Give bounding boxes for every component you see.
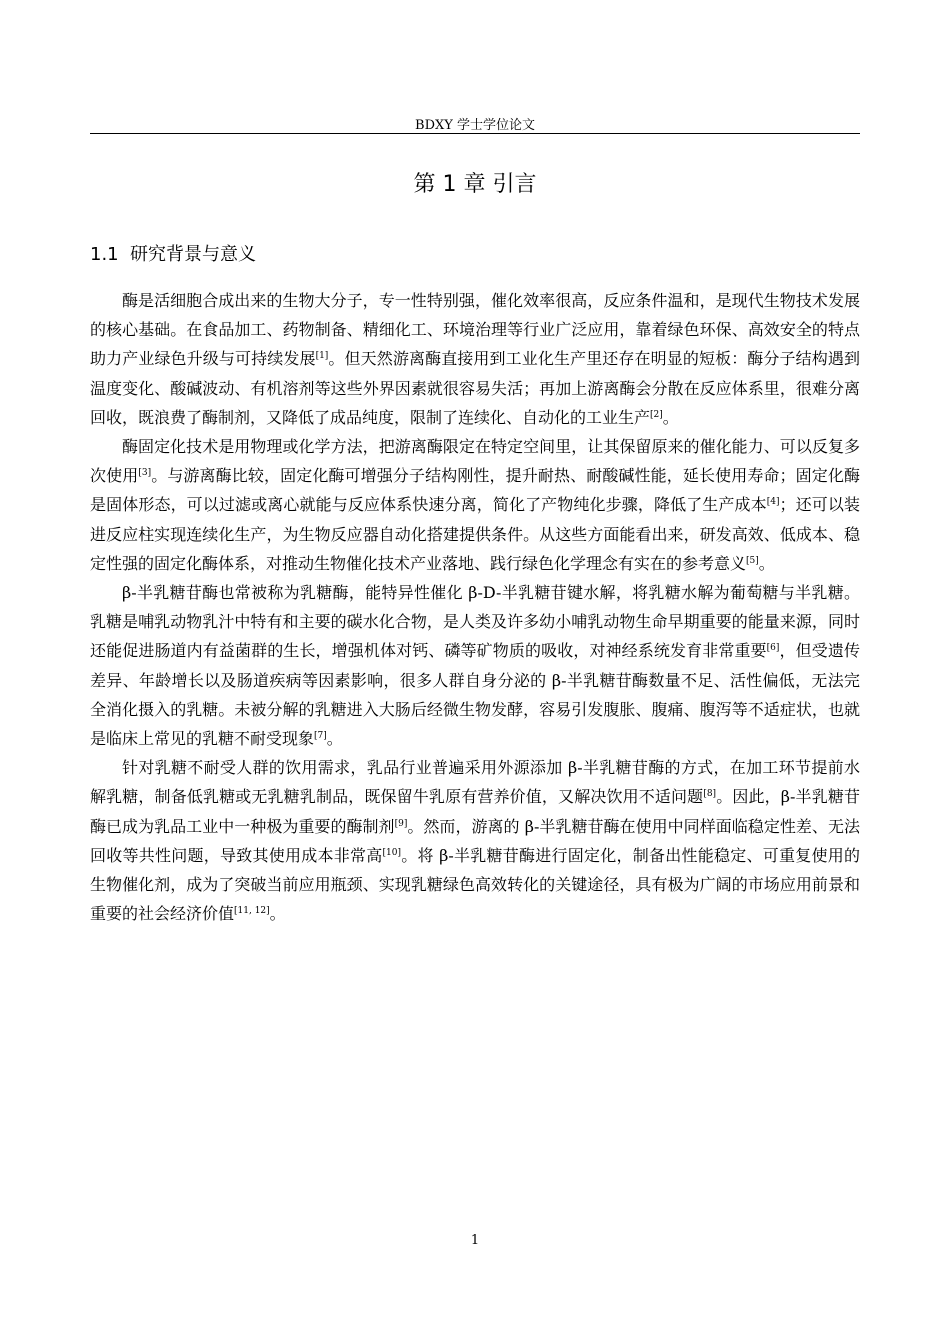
paragraph-4 xyxy=(90,753,860,928)
paragraph-text: 。 xyxy=(662,407,679,427)
chapter-title: 第 1 章 引言 xyxy=(413,172,537,197)
paragraph-3 xyxy=(90,578,860,753)
citation-ref: [11, 12] xyxy=(234,906,270,917)
paragraph-text: 。 xyxy=(758,553,775,573)
paragraph-text: β-半乳糖苷酶也常被称为乳糖酶，能特异性催化 β-D-半乳糖苷键水解，将乳糖水解为葡萄糖与半乳糖。乳糖是哺乳动物乳汁中特有和主要的碳水化合物，是人类及许多幼小哺乳动物生命早期重要的能量来源，同时还能促进肠道内有益菌群的生长，增强机体对钙、磷等矿物质的吸收，对神经系统发育非常重要 xyxy=(90,583,860,661)
paragraph-1 xyxy=(90,286,860,432)
section-title: 研究背景与意义 xyxy=(130,244,256,265)
paragraph-text: ，但受遗传差异、年龄增长以及肠道疾病等因素影响，很多人群自身分泌的 β-半乳糖苷酶数量不足、活性偏低，无法完全消化摄入的乳糖。未被分解的乳糖进入大肠后经微生物发酵，容易引发腹胀、腹痛、腹泻等不适症状，也就是临床上常见的乳糖不耐受现象 xyxy=(90,641,860,749)
paragraph-text: 。与游离酶比较，固定化酶可增强分子结构刚性，提升耐热、耐酸碱性能，延长使用寿命；固定化酶是固体形态，可以过滤或离心就能与反应体系快速分离，简化了产物纯化步骤，降低了生产成本 xyxy=(90,466,860,515)
citation-ref: [6] xyxy=(766,643,780,654)
body-text xyxy=(90,286,860,928)
paragraph-text: 针对乳糖不耐受人群的饮用需求，乳品行业普遍采用外源添加 β-半乳糖苷酶的方式，在加工环节提前水解乳糖，制备低乳糖或无乳糖乳制品，既保留牛乳原有营养价值，又解决饮用不适问题 xyxy=(90,758,860,807)
paragraph-text: 。但天然游离酶直接用到工业化生产里还存在明显的短板：酶分子结构遇到温度变化、酸碱波动、有机溶剂等这些外界因素就很容易失活；再加上游离酶会分散在反应体系里，很难分离回收，既浪费了酶制剂，又降低了成品纯度，限制了连续化、自动化的工业生产 xyxy=(90,349,860,427)
paragraph-text: 。因此，β-半乳糖苷酶已成为乳品工业中一种极为重要的酶制剂 xyxy=(90,787,860,836)
citation-ref: [10] xyxy=(382,847,401,858)
citation-ref: [5] xyxy=(746,555,759,566)
citation-ref: [7] xyxy=(314,731,327,742)
paragraph-text: 酶是活细胞合成出来的生物大分子，专一性特别强，催化效率很高，反应条件温和，是现代生物技术发展的核心基础。在食品加工、药物制备、精细化工、环境治理等行业广泛应用，靠着绿色环保、高效安全的特点助力产业绿色升级与可持续发展 xyxy=(90,291,860,369)
citation-ref: [2] xyxy=(650,409,663,420)
citation-ref: [9] xyxy=(394,818,408,829)
page-number: 1 xyxy=(470,1233,480,1248)
paragraph-text: 。 xyxy=(269,904,286,924)
section-heading xyxy=(90,241,860,269)
section-number: 1.1 xyxy=(90,244,119,265)
citation-ref: [1] xyxy=(315,351,329,362)
paragraph-text: 。 xyxy=(326,729,343,749)
citation-ref: [3] xyxy=(138,468,152,479)
paragraph-text: ；还可以装进反应柱实现连续化生产，为生物反应器自动化搭建提供条件。从这些方面能看出来，研发高效、低成本、稳定性强的固定化酶体系，对推动生物催化技术产业落地、践行绿色化学理念有实在的参考意义 xyxy=(90,495,860,573)
paragraph-text: 。然而，游离的 β-半乳糖苷酶在使用中同样面临稳定性差、无法回收等共性问题，导致其使用成本非常高 xyxy=(90,816,860,865)
paragraph-2 xyxy=(90,432,860,578)
paragraph-text: 酶固定化技术是用物理或化学方法，把游离酶限定在特定空间里，让其保留原来的催化能力、可以反复多次使用 xyxy=(90,437,860,486)
citation-ref: [8] xyxy=(703,789,717,800)
citation-ref: [4] xyxy=(766,497,780,508)
header-divider xyxy=(90,133,860,134)
running-header-title: BDXY 学士学位论文 xyxy=(415,118,535,133)
paragraph-text: 。将 β-半乳糖苷酶进行固定化，制备出性能稳定、可重复使用的生物催化剂，成为了突破当前应用瓶颈、实现乳糖绿色高效转化的关键途径，具有极为广阔的市场应用前景和重要的社会经济价值 xyxy=(90,845,860,924)
